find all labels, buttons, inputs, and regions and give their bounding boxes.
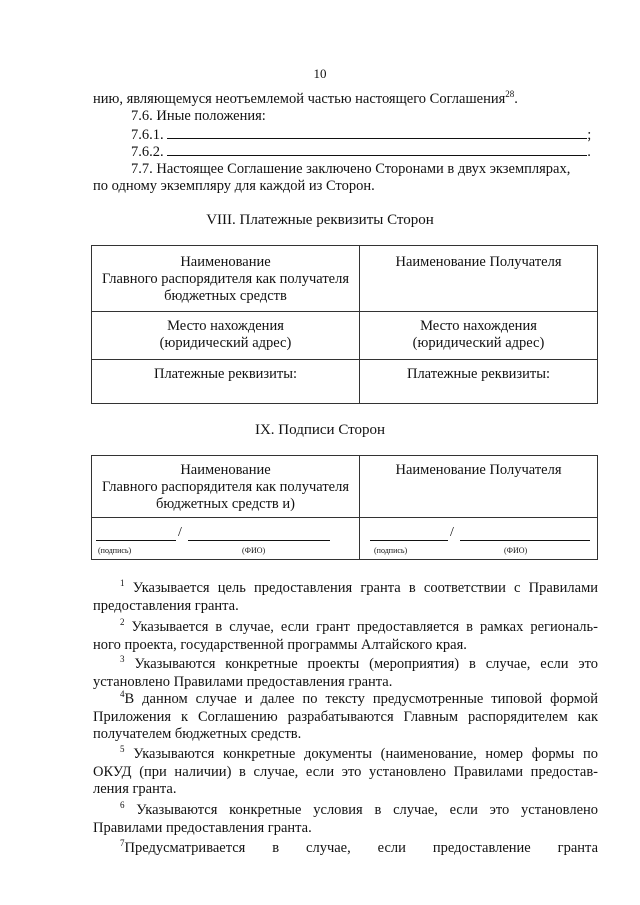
footnote-1-number: 1 [120,578,125,589]
recipient-signature-line [370,540,448,541]
recipient-fio-line [460,540,590,541]
grantor-signature-label: (подпись) [98,546,132,555]
section-8-title: VIII. Платежные реквизиты Сторон [206,212,434,228]
recipient-signature-label: (подпись) [374,546,408,555]
item-7-7-line-1: 7.7. Настоящее Соглашение заключено Сторонами в двух экземплярах, [131,161,571,177]
grantor-address-cell [92,312,360,360]
recipient-requisites-cell [360,360,598,404]
footnote-1-line-1 [120,580,598,597]
signature-recipient-name-cell [360,456,598,518]
footnote-4-line-2: Приложения к Соглашению разрабатываются Главным распорядителем как [93,709,598,725]
footnote-3-text-1: Указываются конкретные проекты (мероприятия) в случае, если это [134,656,598,672]
grantor-name-line-3: бюджетных средств [164,288,287,304]
footnote-5-line-2: ОКУД (при наличии) в случае, если это установлено Правилами предостав- [93,764,598,780]
footnote-6-line-1 [120,802,598,819]
signature-grantor-name-line-2: Главного распорядителя как получателя [101,479,350,495]
footnote-3-line-2: установлено Правилами предоставления гранта. [93,674,393,690]
footnote-7-text-1: Предусматривается в случае, если предоставление гранта [124,840,598,856]
recipient-address-cell [360,312,598,360]
footnote-2-number: 2 [120,617,125,628]
intro-line-1-end: . [514,91,518,107]
recipient-signature-cell [360,518,598,560]
footnote-3-number: 3 [120,654,125,665]
grantor-name-line-1: Наименование [180,254,271,270]
signature-recipient-name: Наименование Получателя [395,462,562,478]
grantor-signature-line [96,540,176,541]
footnote-2-text-1: Указывается в случае, если грант предоставляется в рамках региональ- [131,619,598,635]
grantor-requisites-cell [92,360,360,404]
section-9-title: IX. Подписи Сторон [254,422,386,438]
footnote-6-line-2: Правилами предоставления гранта. [93,820,312,836]
grantor-address-line-2: (юридический адрес) [159,335,292,351]
footnote-6-number: 6 [120,800,125,811]
recipient-requisites-label: Платежные реквизиты: [406,366,551,382]
footnote-4-line-3: получателем бюджетных средств. [93,726,302,742]
intro-line-1-text: нию, являющемуся неотъемлемой частью настоящего Соглашения [93,91,506,107]
footnote-4-line-1 [120,691,598,708]
recipient-fio-label: (ФИО) [504,546,528,555]
recipient-signature-slash: / [450,525,454,540]
footnote-6-text-1: Указываются конкретные условия в случае, если это установлено [136,802,599,818]
recipient-address-line-2: (юридический адрес) [412,335,545,351]
payment-requisites-table [91,245,598,404]
item-7-6-1-blank [167,126,587,139]
footnote-4-text-1: В данном случае и далее по тексту предусмотренные типовой формой [124,691,598,707]
footnote-5-line-3: ления гранта. [93,781,177,797]
item-7-7-line-2: по одному экземпляру для каждой из Сторон. [93,178,375,194]
recipient-address-line-1: Место нахождения [420,318,537,334]
footnote-5-number: 5 [120,744,125,755]
grantor-fio-line [188,540,330,541]
item-7-6-2 [131,143,601,161]
footnote-2-line-1 [120,619,598,636]
item-7-6: 7.6. Иные положения: [131,108,266,124]
footnote-1-line-2: предоставления гранта. [93,598,239,614]
signatures-table [91,455,598,560]
item-7-6-2-blank [167,143,587,156]
signature-grantor-name-line-3: бюджетных средств и) [156,496,295,512]
footnote-1-text-1: Указывается цель предоставления гранта в соответствии с Правилами [132,580,599,596]
signature-grantor-name-line-1: Наименование [180,462,271,478]
grantor-address-line-1: Место нахождения [167,318,284,334]
grantor-name-line-2: Главного распорядителя как получателя [101,271,350,287]
page-number: 10 [313,66,327,81]
grantor-name-cell [92,246,360,312]
recipient-name-cell [360,246,598,312]
footnote-7-line-1 [120,840,598,857]
footnote-5-text-1: Указываются конкретные документы (наименование, номер формы по [133,746,599,762]
footnote-3-line-1 [120,656,598,673]
footnote-7-number: 7 [120,838,125,849]
grantor-requisites-label: Платежные реквизиты: [153,366,298,382]
footnote-4-number: 4 [120,689,125,700]
grantor-fio-label: (ФИО) [242,546,266,555]
grantor-signature-cell [92,518,360,560]
item-7-6-1-end: ; [587,127,592,143]
item-7-6-2-label: 7.6.2. [131,144,164,160]
item-7-6-2-end: . [587,144,591,160]
signature-grantor-name-cell [92,456,360,518]
footnote-ref-28: 28 [505,89,515,100]
grantor-signature-slash: / [178,525,182,540]
item-7-6-1-label: 7.6.1. [131,127,164,143]
recipient-name: Наименование Получателя [395,254,562,270]
footnote-5-line-1 [120,746,598,763]
item-7-6-1 [131,126,601,144]
intro-line-1 [93,91,518,108]
footnote-2-line-2: ного проекта, государственной программы Алтайского края. [93,637,467,653]
